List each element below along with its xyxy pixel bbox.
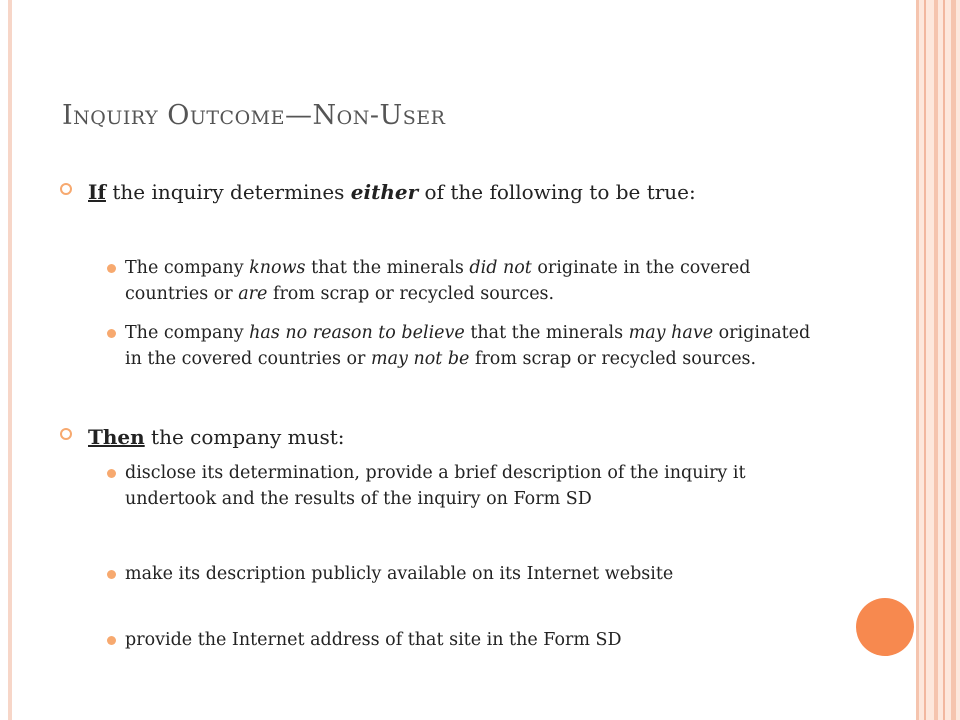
sub-bullet-address (125, 627, 825, 653)
italic-fragment: may have (628, 323, 714, 343)
sub-bullet-text: make its description publicly available on its Internet website (125, 564, 674, 584)
left-border-decoration (8, 0, 12, 720)
dot-bullet-icon (107, 469, 116, 478)
italic-fragment: are (238, 284, 268, 304)
italic-fragment: may not be (370, 349, 470, 369)
italic-fragment: did not (469, 258, 532, 278)
sub-bullet-text (125, 323, 810, 369)
if-text-2: of the following to be true: (418, 180, 696, 204)
italic-fragment: knows (249, 258, 306, 278)
stripe (951, 0, 956, 720)
then-text: the company must: (144, 425, 345, 449)
sub-bullet-disclose (125, 460, 825, 512)
right-stripes-decoration (916, 0, 960, 720)
bullet-then-condition (88, 423, 828, 452)
text-fragment: originated in the covered countries or (125, 323, 811, 369)
stripe (934, 0, 938, 720)
either-emphasis: either (350, 180, 419, 204)
sub-bullet-text (125, 258, 751, 304)
ring-bullet-icon (60, 183, 72, 195)
bullet-if-condition (88, 178, 828, 207)
italic-fragment: has no reason to believe (249, 323, 465, 343)
dot-bullet-icon (107, 636, 116, 645)
slide-title: Inquiry Outcome—Non-User (62, 100, 446, 131)
sub-bullet-text: provide the Internet address of that site in the Form SD (125, 630, 622, 650)
if-text-1: the inquiry determines (105, 180, 351, 204)
sub-bullet-text: disclose its determination, provide a brief description of the inquiry it undertook and the results of the inquiry on Form SD (125, 463, 746, 509)
stripe (916, 0, 919, 720)
text-fragment: from scrap or recycled sources. (469, 349, 757, 369)
text-fragment: originate in the covered countries or (125, 258, 751, 304)
orange-circle-decoration (856, 598, 914, 656)
then-keyword: Then (88, 425, 145, 449)
text-fragment: that the minerals (464, 323, 629, 343)
sub-bullet-no-reason (125, 320, 825, 372)
stripe (943, 0, 945, 720)
if-keyword: If (88, 180, 106, 204)
dot-bullet-icon (107, 264, 116, 273)
sub-bullet-knows (125, 255, 825, 307)
text-fragment: The company (125, 258, 250, 278)
text-fragment: The company (125, 323, 250, 343)
dot-bullet-icon (107, 570, 116, 579)
text-fragment: from scrap or recycled sources. (267, 284, 555, 304)
text-fragment: that the minerals (305, 258, 470, 278)
sub-bullet-publish (125, 561, 825, 587)
ring-bullet-icon (60, 428, 72, 440)
dot-bullet-icon (107, 329, 116, 338)
stripe (924, 0, 926, 720)
